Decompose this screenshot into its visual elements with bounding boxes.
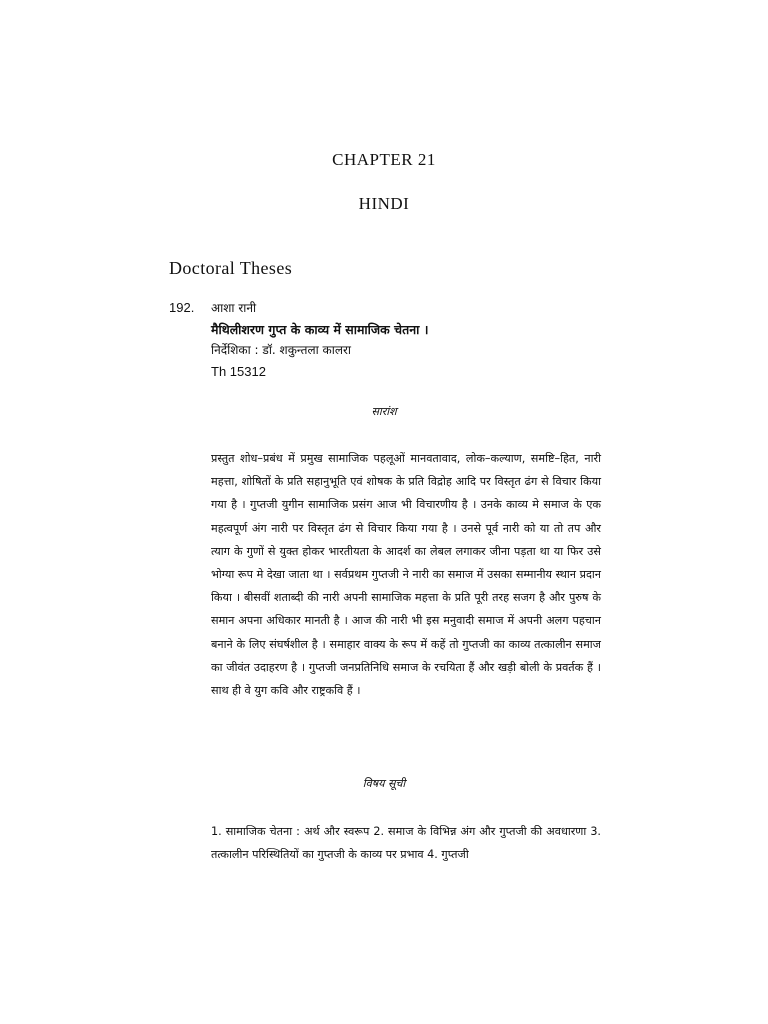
section-heading: Doctoral Theses — [169, 258, 293, 278]
subject-title: HINDI — [358, 194, 410, 213]
entry-thesis-number: Th 15312 — [211, 364, 266, 379]
entry-title: मैथिलीशरण गुप्त के काव्य में सामाजिक चेतना । — [211, 322, 429, 337]
entry-number: 192. — [169, 300, 195, 315]
contents-heading: विषय सूची — [362, 777, 406, 790]
abstract-heading: सारांश — [371, 405, 397, 418]
thesis-entry — [211, 298, 611, 382]
entry-supervisor: निर्देशिका : डॉ. शकुन्तला कालरा — [211, 343, 352, 357]
chapter-title: CHAPTER 21 — [332, 150, 436, 169]
entry-author: आशा रानी — [211, 301, 257, 315]
abstract-text: प्रस्तुत शोध–प्रबंध में प्रमुख सामाजिक पहलूओं मानवतावाद, लोक–कल्याण, समष्टि–हित, नारी महत्ता, शोषितों के प्रति सहानुभूति एवं शोषक के प्रति विद्रोह आदि पर विस्तृत ढंग से विचार किया गया है । गुप्तजी युगीन सामाजिक प्रसंग आज भी विचारणीय है । उनके काव्य मे समाज के एक महत्वपूर्ण अंग नारी पर विस्तृत ढंग से विचार किया गया है । उनसे पूर्व नारी को या तो तप और त्याग के गुणों से युक्त होकर भारतीयता के आदर्श का लेबल लगाकर जीना पड़ता था या फिर उसे भोग्या रूप मे देखा जाता था । सर्वप्रथम गुप्तजी ने नारी का समाज में उसका सम्मानीय स्थान प्रदान किया । बीसवीं शताब्दी की नारी अपनी सामाजिक महत्ता के प्रति पूरी तरह सजग है और पुरुष के समान अपना अधिकार मानती है । आज की नारी भी इस मनुवादी समाज में अपनी अलग पहचान बनाने के लिए संघर्षशील है । समाहार वाक्य के रूप में कहें तो गुप्तजी का काव्य तत्कालीन समाज का जीवंत उदाहरण है । गुप्तजी जनप्रतिनिधि समाज के रचयिता हैं और खड़ी बोली के प्रवर्तक हैं । साथ ही वे युग कवि और राष्ट्रकवि हैं । — [211, 452, 601, 698]
contents-text: 1. सामाजिक चेतना : अर्थ और स्वरूप 2. समाज के विभिन्न अंग और गुप्तजी की अवधारणा 3. तत्कालीन परिस्थितियों का गुप्तजी के काव्य पर प्रभाव 4. गुप्तजी — [211, 825, 601, 862]
